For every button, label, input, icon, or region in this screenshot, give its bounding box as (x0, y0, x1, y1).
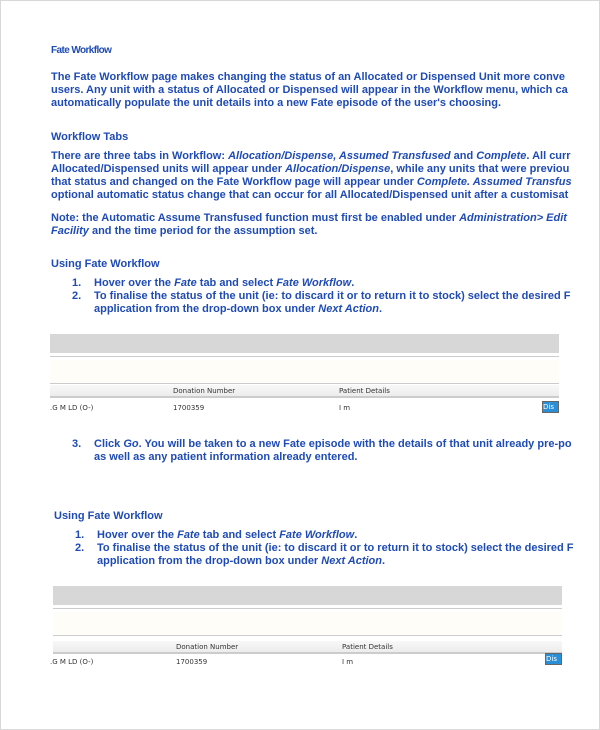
steps-list-1-cont (51, 438, 572, 464)
step-2: 2. To finalise the status of the unit (ie: to discard it or to return it to stock) select the desired F application from the drop-down box under Next Action. (75, 542, 574, 567)
text: Fate Workflow (276, 277, 352, 289)
text: optional automatic status change that can occur for all Allocated/Dispensed unit after a customisat (51, 189, 569, 201)
step-number: 2. (75, 542, 85, 554)
cell-patient: I m (339, 404, 351, 412)
text: Go (123, 438, 139, 450)
intro-line: The Fate Workflow page makes changing the status of an Allocated or Dispensed Unit more conve (51, 71, 566, 83)
column-header-donation: Donation Number (173, 387, 236, 395)
note-text: Facility (51, 225, 89, 237)
steps-list-1 (51, 277, 571, 316)
step-number: 3. (72, 438, 82, 450)
discard-button[interactable]: Dis (542, 401, 559, 413)
intro-paragraph (51, 71, 568, 110)
note-text: Note: the Automatic Assume Transfused function must first be enabled under (51, 212, 460, 224)
text: Hover over the (97, 529, 178, 541)
intro-line: automatically populate the unit details into a new Fate episode of the user's choosing. (51, 97, 502, 109)
step-2: 2. To finalise the status of the unit (ie: to discard it or to return it to stock) select the desired F application from the drop-down box under Next Action. (72, 290, 571, 315)
step-number: 2. (72, 290, 82, 302)
cell-product: .G M LD (O-) (50, 658, 94, 666)
column-header-donation: Donation Number (176, 643, 239, 651)
text: Fate Workflow (279, 529, 355, 541)
discard-button[interactable]: Dis (545, 653, 562, 665)
column-header-patient: Patient Details (339, 387, 390, 395)
text: Fate (177, 529, 200, 541)
step-number: 1. (75, 529, 85, 541)
cell-product: .G M LD (O-) (50, 404, 94, 412)
step-3 (51, 438, 572, 464)
using-heading-2: Using Fate Workflow (54, 510, 163, 522)
cell-patient: I m (342, 658, 354, 666)
text: , while any units that were previou (390, 163, 570, 175)
text: Next Action (321, 555, 382, 567)
text: Allocation/Dispense, Assumed Transfused (228, 150, 451, 162)
workflow-table-2 (50, 586, 562, 668)
column-header-patient: Patient Details (342, 643, 393, 651)
text: To finalise the status of the unit (ie: to discard it or to return it to stock) select the desired F (94, 290, 571, 302)
text: Hover over the (94, 277, 175, 289)
intro-line: users. Any unit with a status of Allocated or Dispensed will appear in the Workflow menu, which ca (51, 84, 568, 96)
text: . You will be taken to a new Fate episode with the details of that unit already pre-po (138, 438, 572, 450)
note-text: Administration> Edit (459, 212, 567, 224)
text: Complete. Assumed Transfus (416, 176, 572, 188)
note-text: and the time period for the assumption set. (88, 225, 318, 237)
workflow-table-1 (50, 334, 559, 416)
text: tab and select (199, 529, 280, 541)
step-number: 1. (72, 277, 82, 289)
text: and (450, 150, 477, 162)
step-1: 1. Hover over the Fate tab and select Fate Workflow. (75, 529, 358, 541)
text: . All curr (526, 150, 571, 162)
text: Allocated/Dispensed units will appear under (51, 163, 286, 175)
text: Allocation/Dispense (285, 163, 391, 175)
text: that status and changed on the Fate Workflow page will appear under (51, 176, 417, 188)
workflow-tabs-heading: Workflow Tabs (51, 131, 129, 143)
steps-list-2 (54, 529, 574, 568)
text: tab and select (196, 277, 277, 289)
text: Click (94, 438, 124, 450)
text: Next Action (318, 303, 379, 315)
page-title: Fate Workflow (51, 45, 112, 56)
text: as well as any patient information already entered. (94, 451, 358, 463)
text: There are three tabs in Workflow: (51, 150, 229, 162)
cell-donation: 1700359 (176, 658, 208, 666)
text: To finalise the status of the unit (ie: to discard it or to return it to stock) select the desired F (97, 542, 574, 554)
cell-donation: 1700359 (173, 404, 205, 412)
text: application from the drop-down box under (97, 555, 322, 567)
step-1: 1. Hover over the Fate tab and select Fate Workflow. (72, 277, 355, 289)
text: Complete (476, 150, 527, 162)
text: application from the drop-down box under (94, 303, 319, 315)
using-heading-1: Using Fate Workflow (51, 258, 160, 270)
text: Fate (174, 277, 197, 289)
workflow-tabs-paragraph (51, 150, 572, 238)
